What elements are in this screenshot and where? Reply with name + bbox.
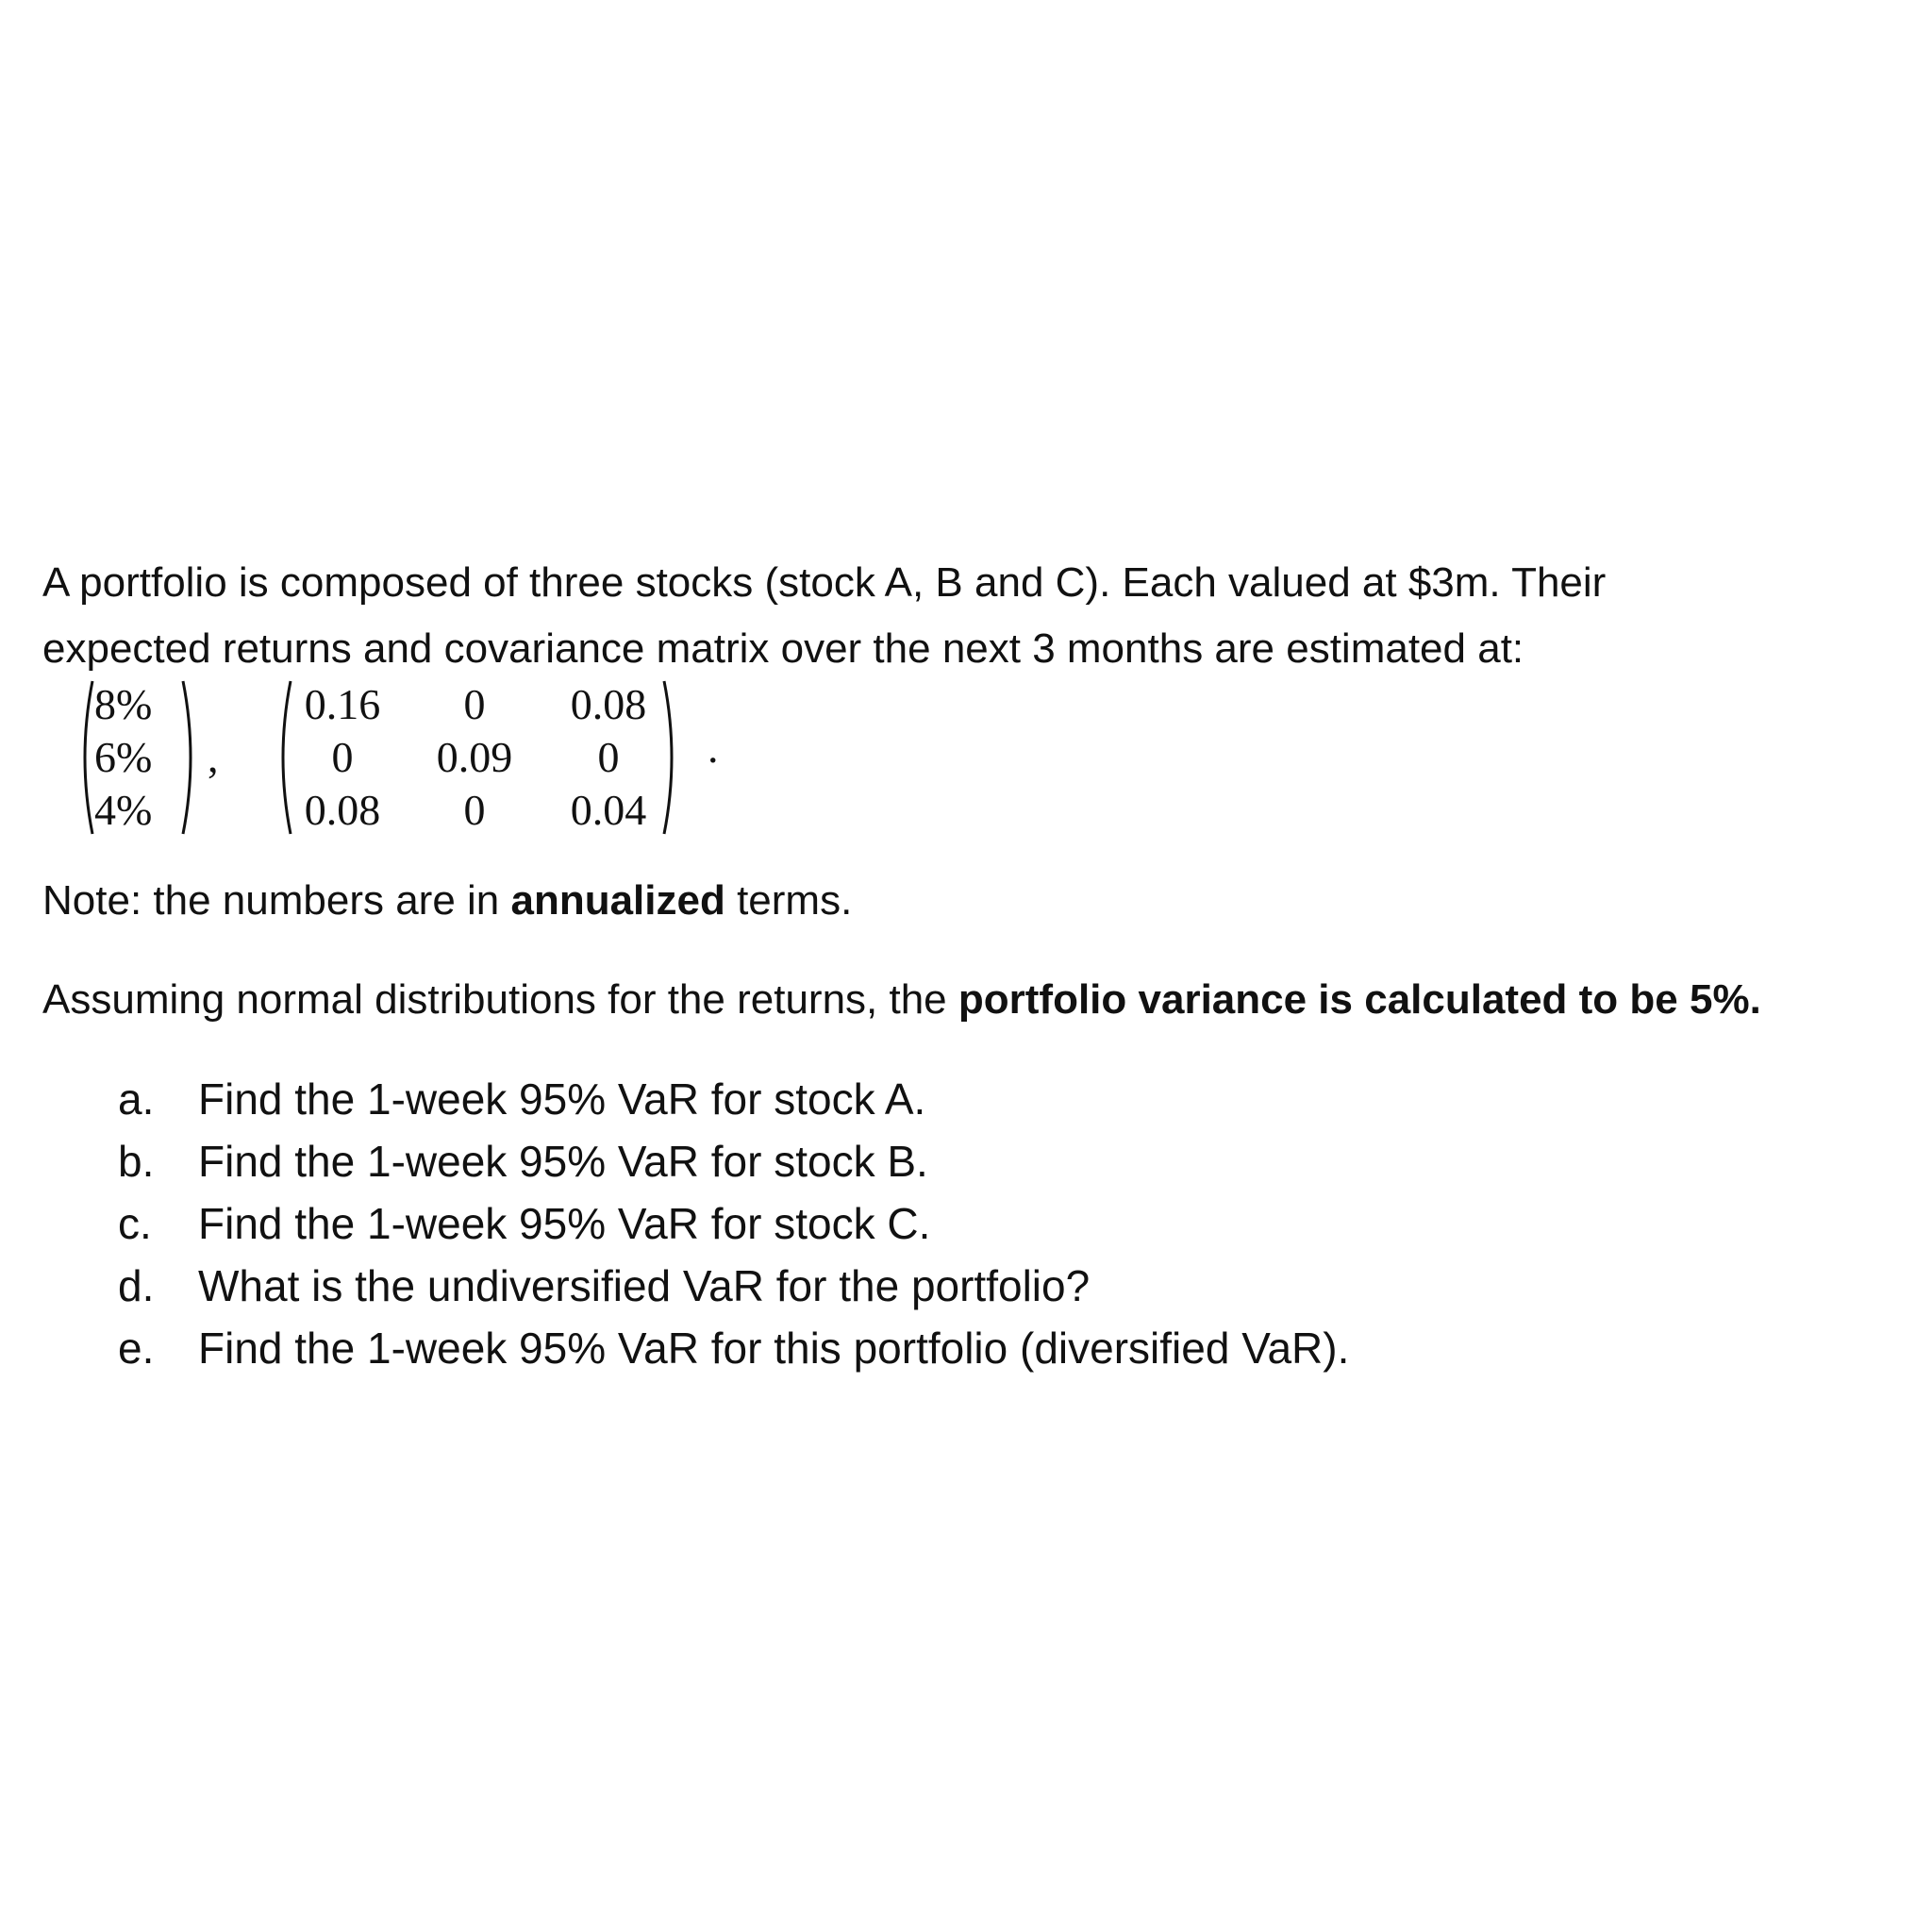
- assumption-prefix: Assuming normal distributions for the returns, the: [42, 976, 958, 1023]
- matrix-cell: 0: [597, 733, 620, 781]
- vector-entry: 4%: [94, 786, 153, 834]
- matrix-cell: 0.09: [436, 733, 513, 781]
- intro-paragraph: [42, 550, 1891, 682]
- question-label: d.: [118, 1261, 155, 1310]
- list-item: [118, 1068, 1349, 1130]
- vector-entry: 6%: [94, 733, 153, 781]
- list-item: [118, 1255, 1349, 1317]
- matrix-cell: 0.08: [304, 786, 381, 834]
- intro-line-1: A portfolio is composed of three stocks (stock A, B and C). Each valued at $3m. Their: [42, 559, 1607, 606]
- vector-entry: 8%: [94, 680, 153, 728]
- matrix-cell: 0.16: [304, 680, 381, 728]
- question-text: Find the 1-week 95% VaR for stock A.: [198, 1074, 926, 1124]
- note-suffix: terms.: [724, 877, 853, 924]
- question-label: e.: [118, 1324, 155, 1373]
- note-paragraph: [42, 868, 1891, 934]
- list-item: [118, 1317, 1349, 1379]
- matrix-cell: 0: [331, 733, 354, 781]
- question-label: c.: [118, 1199, 152, 1248]
- note-bold: annualized: [510, 877, 725, 924]
- matrix-cell: 0.08: [570, 680, 647, 728]
- matrix-right-paren-icon: [660, 677, 683, 838]
- question-text: Find the 1-week 95% VaR for stock C.: [198, 1199, 931, 1248]
- list-item: [118, 1130, 1349, 1192]
- matrix-cell: 0: [463, 680, 486, 728]
- note-prefix: Note: the numbers are in: [42, 877, 511, 924]
- vector-left-paren-icon: [74, 677, 96, 838]
- trailing-period: .: [708, 724, 719, 772]
- question-text: What is the undiversified VaR for the portfolio?: [198, 1261, 1091, 1310]
- question-label: a.: [118, 1074, 155, 1124]
- question-text: Find the 1-week 95% VaR for this portfolio (diversified VaR).: [198, 1324, 1350, 1373]
- assumption-paragraph: [42, 967, 1891, 1033]
- separator-comma: ,: [208, 733, 219, 781]
- matrix-cell: 0: [463, 786, 486, 834]
- vector-right-paren-icon: [179, 677, 202, 838]
- assumption-bold: portfolio variance is calculated to be 5%.: [958, 976, 1761, 1023]
- intro-line-2: expected returns and covariance matrix over the next 3 months are estimated at:: [42, 625, 1524, 672]
- question-label: b.: [118, 1137, 155, 1186]
- question-text: Find the 1-week 95% VaR for stock B.: [198, 1137, 928, 1186]
- matrix-cell: 0.04: [570, 786, 647, 834]
- question-list: [118, 1068, 1349, 1379]
- list-item: [118, 1192, 1349, 1255]
